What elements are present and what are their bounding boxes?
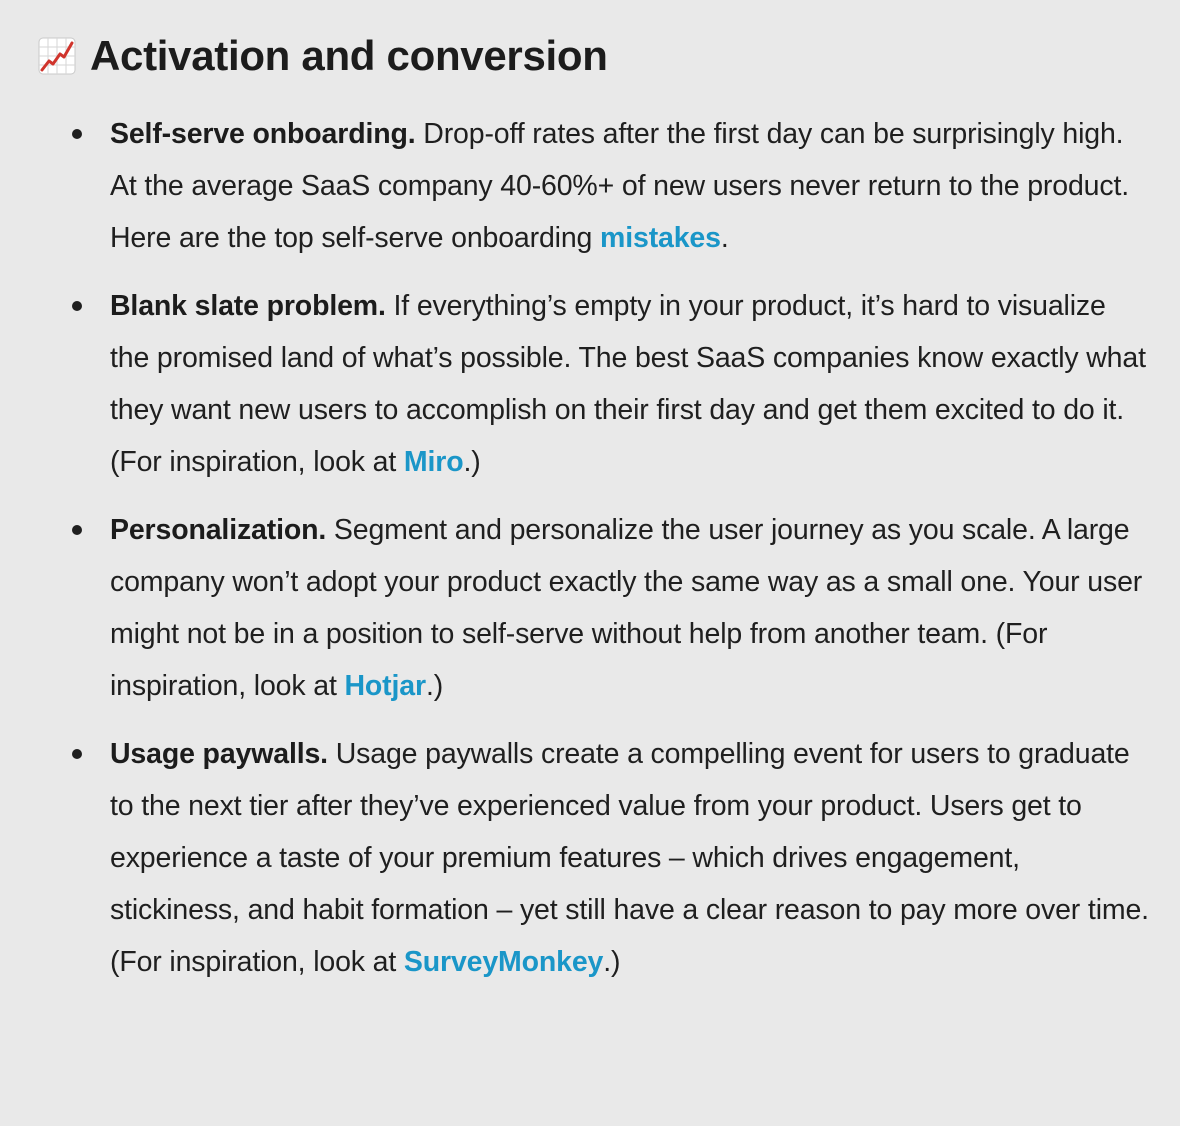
link-hotjar[interactable]: Hotjar [344, 670, 426, 702]
item-text: Segment and personalize the user journey as you scale. A large company won’t adopt your product exactly the same way as a small one. Your user might not be in a position to self-serve without help from another team. (For inspiration, look at [110, 514, 1143, 702]
item-lead: Self-serve onboarding. [110, 118, 416, 150]
bullet-list [0, 108, 1180, 1004]
link-miro[interactable]: Miro [403, 446, 464, 478]
link-mistakes[interactable]: mistakes [600, 222, 721, 254]
item-text: If everything’s empty in your product, it’s hard to visualize the promised land of what’s possible. The best SaaS companies know exactly what they want new users to accomplish on their first day and get them excited to do it. (For inspiration, look at [110, 290, 1146, 478]
item-lead: Usage paywalls. [110, 738, 328, 770]
list-item [0, 728, 1180, 988]
list-item [0, 280, 1180, 488]
chart-increasing-icon [38, 37, 76, 75]
item-text: Drop-off rates after the first day can be surprisingly high. At the average SaaS company 40-60%+ of new users never return to the product. Here are the top self-serve onboarding [110, 118, 1130, 254]
bullet-dot [72, 129, 82, 139]
section-title: Activation and conversion [90, 32, 608, 79]
item-lead: Blank slate problem. [110, 290, 386, 322]
section-heading [38, 30, 608, 82]
item-text-end: .) [463, 446, 481, 478]
item-lead: Personalization. [110, 514, 327, 546]
bullet-dot [72, 525, 82, 535]
item-text: Usage paywalls create a compelling event for users to graduate to the next tier after they’ve experienced value from your product. Users get to experience a taste of your premium features – which drives engagement, stickiness, and habit formation – yet still have a clear reason to pay more over time. (For inspiration, look at [110, 738, 1149, 978]
item-text-end: .) [425, 670, 444, 702]
link-surveymonkey[interactable]: SurveyMonkey [403, 946, 604, 978]
item-text-end: . [720, 222, 729, 254]
bullet-dot [72, 749, 82, 759]
list-item [0, 504, 1180, 712]
item-text-end: .) [603, 946, 621, 978]
bullet-dot [72, 301, 82, 311]
list-item [0, 108, 1180, 264]
